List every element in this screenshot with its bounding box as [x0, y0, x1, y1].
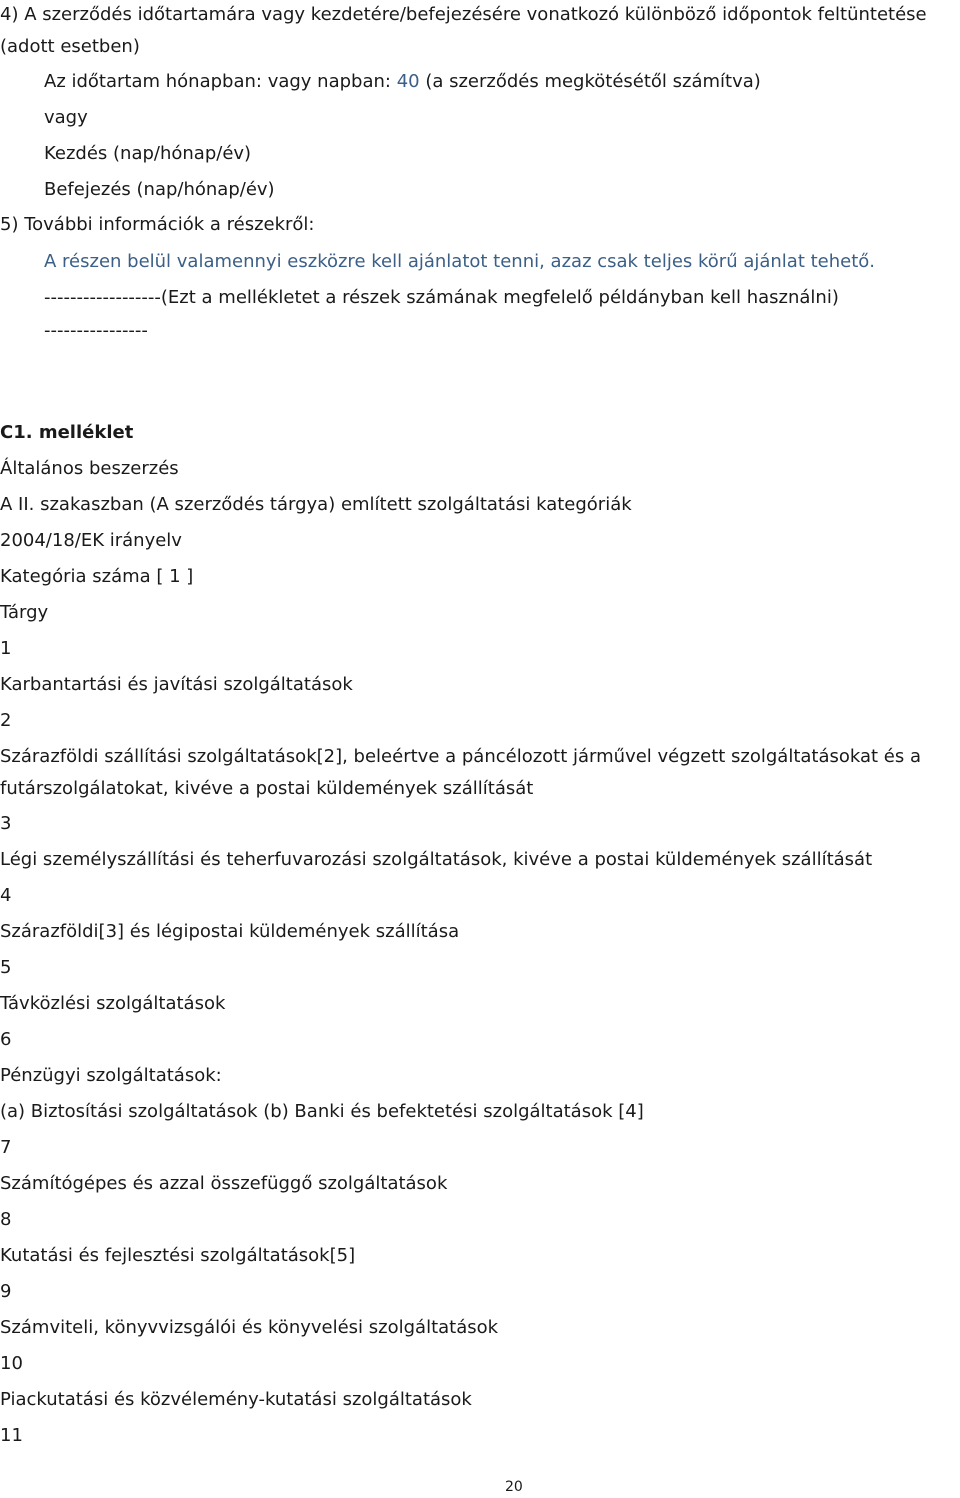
category-text: Számítógépes és azzal összefüggő szolgáltatások: [0, 1173, 448, 1194]
item4-heading-line2: (adott esetben): [0, 36, 140, 57]
category-num: 6: [0, 1029, 12, 1050]
category-text: Légi személyszállítási és teherfuvarozási szolgáltatások, kivéve a postai küldemények szállítását: [0, 849, 873, 870]
duration-value: 40: [396, 71, 420, 92]
category-text: Számviteli, könyvvizsgálói és könyvelési szolgáltatások: [0, 1317, 499, 1338]
annex-intro: A II. szakaszban (A szerződés tárgya) említett szolgáltatási kategóriák: [0, 494, 632, 515]
item4-heading-line1: 4) A szerződés időtartamára vagy kezdetére/befejezésére vonatkozó különböző időpontok feltüntetése: [0, 4, 927, 25]
category-num: 8: [0, 1209, 12, 1230]
duration-line: [44, 71, 761, 93]
separator-line: ------------------(Ezt a mellékletet a részek számának megfelelő példányban kell használni): [44, 287, 839, 308]
directive: 2004/18/EK irányelv: [0, 530, 182, 551]
category-num: 5: [0, 957, 12, 978]
duration-suffix: (a szerződés megkötésétől számítva): [419, 71, 761, 92]
category-num: 3: [0, 813, 12, 834]
or-text: vagy: [44, 107, 88, 128]
annex-title: C1. melléklet: [0, 422, 134, 443]
category-num: 9: [0, 1281, 12, 1302]
category-text: Szárazföldi szállítási szolgáltatások[2], beleértve a páncélozott járművel végzett szolgáltatásokat és a futárszolgálatokat, kivéve a postai küldemények szállítását: [0, 746, 922, 799]
separator-tail: ----------------: [44, 320, 148, 341]
category-text: Piackutatási és közvélemény-kutatási szolgáltatások: [0, 1389, 472, 1410]
category-text: Távközlési szolgáltatások: [0, 993, 226, 1014]
category-num: 10: [0, 1353, 23, 1374]
subject-heading: Tárgy: [0, 602, 49, 623]
category-num: 2: [0, 710, 12, 731]
category-text: Kutatási és fejlesztési szolgáltatások[5]: [0, 1245, 356, 1266]
parts-info: A részen belül valamennyi eszközre kell ajánlatot tenni, azaz csak teljes körű ajánlat tehető.: [44, 251, 876, 272]
category-text: (a) Biztosítási szolgáltatások (b) Banki és befektetési szolgáltatások [4]: [0, 1101, 644, 1122]
category-number: Kategória száma [ 1 ]: [0, 566, 194, 587]
page-number: 20: [505, 1479, 523, 1495]
category-text: Karbantartási és javítási szolgáltatások: [0, 674, 353, 695]
annex-subtitle: Általános beszerzés: [0, 458, 179, 479]
category-text: Szárazföldi[3] és légipostai küldemények szállítása: [0, 921, 460, 942]
category-text: Pénzügyi szolgáltatások:: [0, 1065, 222, 1086]
category-num: 11: [0, 1425, 23, 1446]
category-num: 1: [0, 638, 12, 659]
category-num: 4: [0, 885, 12, 906]
duration-prefix: Az időtartam hónapban: vagy napban:: [44, 71, 397, 92]
category-num: 7: [0, 1137, 12, 1158]
item5-heading: 5) További információk a részekről:: [0, 214, 315, 235]
start-date-label: Kezdés (nap/hónap/év): [44, 143, 252, 164]
end-date-label: Befejezés (nap/hónap/év): [44, 179, 275, 200]
